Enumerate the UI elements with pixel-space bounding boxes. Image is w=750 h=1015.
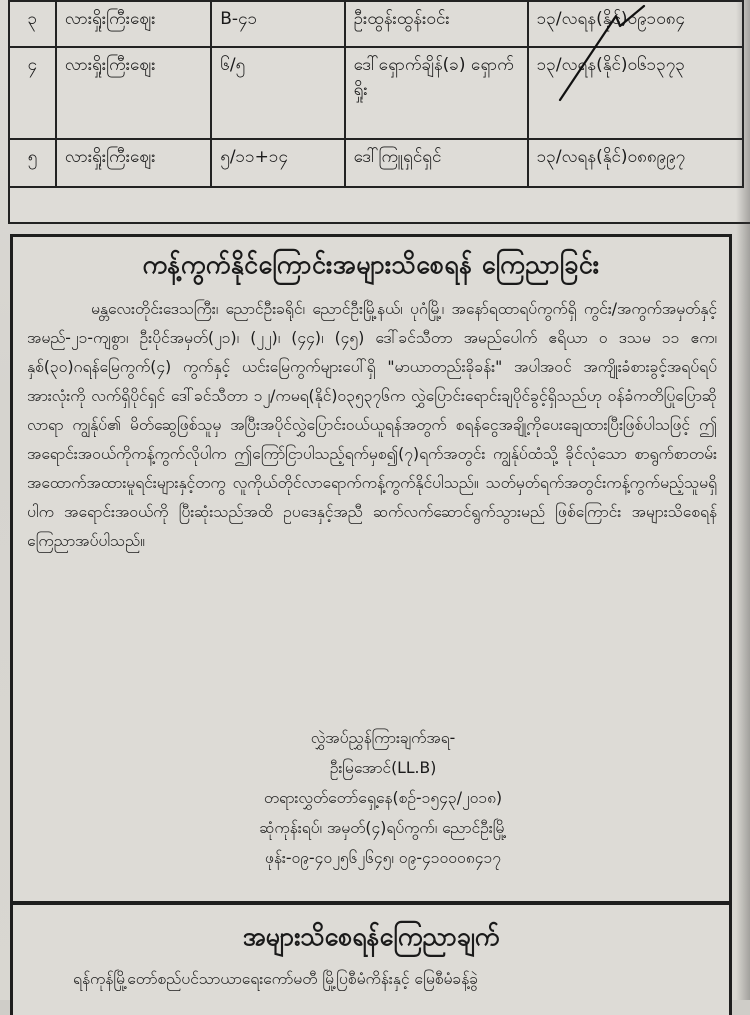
market-name: လားရှိုးကြီးဈေး: [56, 47, 211, 139]
notice-title: ကန့်ကွက်နိုင်ကြောင်းအများသိစေရန် ကြေညာခြင်း: [142, 250, 600, 279]
public-announcement-box: [10, 902, 732, 1015]
plot-number: ၅/၁၁+၁၄: [211, 139, 344, 187]
signature-intro: လွှဲအပ်ညွှန်ကြားချက်အရ-: [310, 729, 456, 747]
row-number: ၄: [9, 47, 56, 139]
plot-number: ၆/၅: [211, 47, 344, 139]
owner-name: ဒေါ်ကြူရှင်ရှင်: [345, 139, 528, 187]
plot-number: B-၄၁: [211, 1, 344, 47]
announcement-body: ရန်ကုန်မြို့တော်စည်ပင်သာယာရေးကော်မတီ မြို့ပြစီမံကိန်းနှင့် မြေစီမံခန့်ခွဲ: [73, 970, 479, 988]
market-name: လားရှိုးကြီးဈေး: [56, 139, 211, 187]
owner-name: ဒေါ်ရှောက်ချိန်(ခ) ရှောက်ရှိုး: [345, 47, 528, 139]
nrc-number: ၁၃/လရန(နိုင်)၀၆၁၃၇၃: [528, 47, 743, 139]
notice-paragraph: မန္တလေးတိုင်းဒေသကြီး၊ ညောင်ဦးခရိုင်၊ ညောင်ဦးမြို့နယ်၊ ပုဂံမြို့၊ အနော်ရထာရပ်ကွက်ရှိ ကွင်း/အကွက်အမှတ်နှင့်အမည်-၂၁-ကျစွာ၊ ဦးပိုင်အမှတ်(၂၁)၊ (၂၂)၊ (၄၄)၊ (၄၅) ဒေါ်ခင်သီတာ အမည်ပေါက် ဧရိယာ ၀ ဒသမ ၁၁ ဧက၊ နှစ်(၃၀)ဂရန်မြေကွက်(၄) ကွက်နှင့် ယင်းမြေကွက်များပေါ်ရှိ "မာယာတည်းခိုခန်း" အပါအဝင် အကျိုးခံစားခွင့်အရပ်ရပ်အားလုံးကို လက်ရှိပိုင်ရှင် ဒေါ်ခင်သီတာ ၁၂/ကမရ(နိုင်)၀၃၅၃၇၆က လွှဲပြောင်းရောင်းချပိုင်ခွင့်ရှိသည်ဟု ဝန်ခံကတိပြုပြောဆိုလာရာ ကျွန်ုပ်၏ မိတ်ဆွေဖြစ်သူမှ အပြီးအပိုင်လွှဲပြောင်းဝယ်ယူရန်အတွက် စရန်ငွေအချို့ကိုပေးချေထားပြီးဖြစ်ပါသဖြင့် ဤအရောင်းအဝယ်ကိုကန့်ကွက်လိုပါက ဤကြော်ငြာပါသည့်ရက်မှစ၍(၇)ရက်အတွင်း ကျွန်ုပ်ထံသို့ ခိုင်လုံသော စာရွက်စာတမ်းအထောက်အထားမူရင်းများနှင့်တကွ လူကိုယ်တိုင်လာရောက်ကန့်ကွက်နိုင်ပါသည်။ သတ်မှတ်ရက်အတွင်းကန့်ကွက်မည့်သူမရှိပါက အရောင်းအဝယ်ကို ပြီးဆုံးသည်အထိ ဥပဒေနှင့်အညီ ဆက်လက်ဆောင်ရွက်သွားမည် ဖြစ်ကြောင်း အများသိစေရန် ကြေညာအပ်ပါသည်။: [27, 300, 717, 550]
lawyer-license: တရားလွှတ်တော်ရှေ့နေ(စဉ်-၁၅၄၃/၂၀၁၈): [263, 789, 503, 807]
table-row: [9, 139, 743, 187]
owner-name: ဦးထွန်းထွန်းဝင်း: [345, 1, 528, 47]
lawyer-address: ဆုံကုန်းရပ်၊ အမှတ်(၄)ရပ်ကွက်၊ ညောင်ဦးမြို့: [259, 819, 507, 837]
nrc-number: ၁၃/လရန(နိုင်)၀၈၈၉၉၇: [528, 139, 743, 187]
lawyer-name: ဦးမြအောင်(LL.B): [329, 759, 437, 777]
objection-notice-box: [10, 234, 732, 904]
row-number: ၅: [9, 139, 56, 187]
lawyer-phone: ဖုန်း-၀၉-၄၀၂၅၆၂၆၄၅၊ ၀၉-၄၁၀၀၀၈၄၁၇: [264, 849, 502, 867]
pen-strike-mark: [556, 4, 651, 104]
nrc-number: ၁၃/လရန(နိုင်)၀၉၁၀၈၄: [528, 1, 743, 47]
notice-body: [27, 295, 717, 556]
page-edge-shadow: [736, 0, 750, 1000]
market-name: လားရှိုးကြီးဈေး: [56, 1, 211, 47]
signature-block: [163, 723, 603, 873]
announcement-title: အများသိစေရန်ကြေညာချက်: [242, 922, 500, 951]
row-number: ၃: [9, 1, 56, 47]
